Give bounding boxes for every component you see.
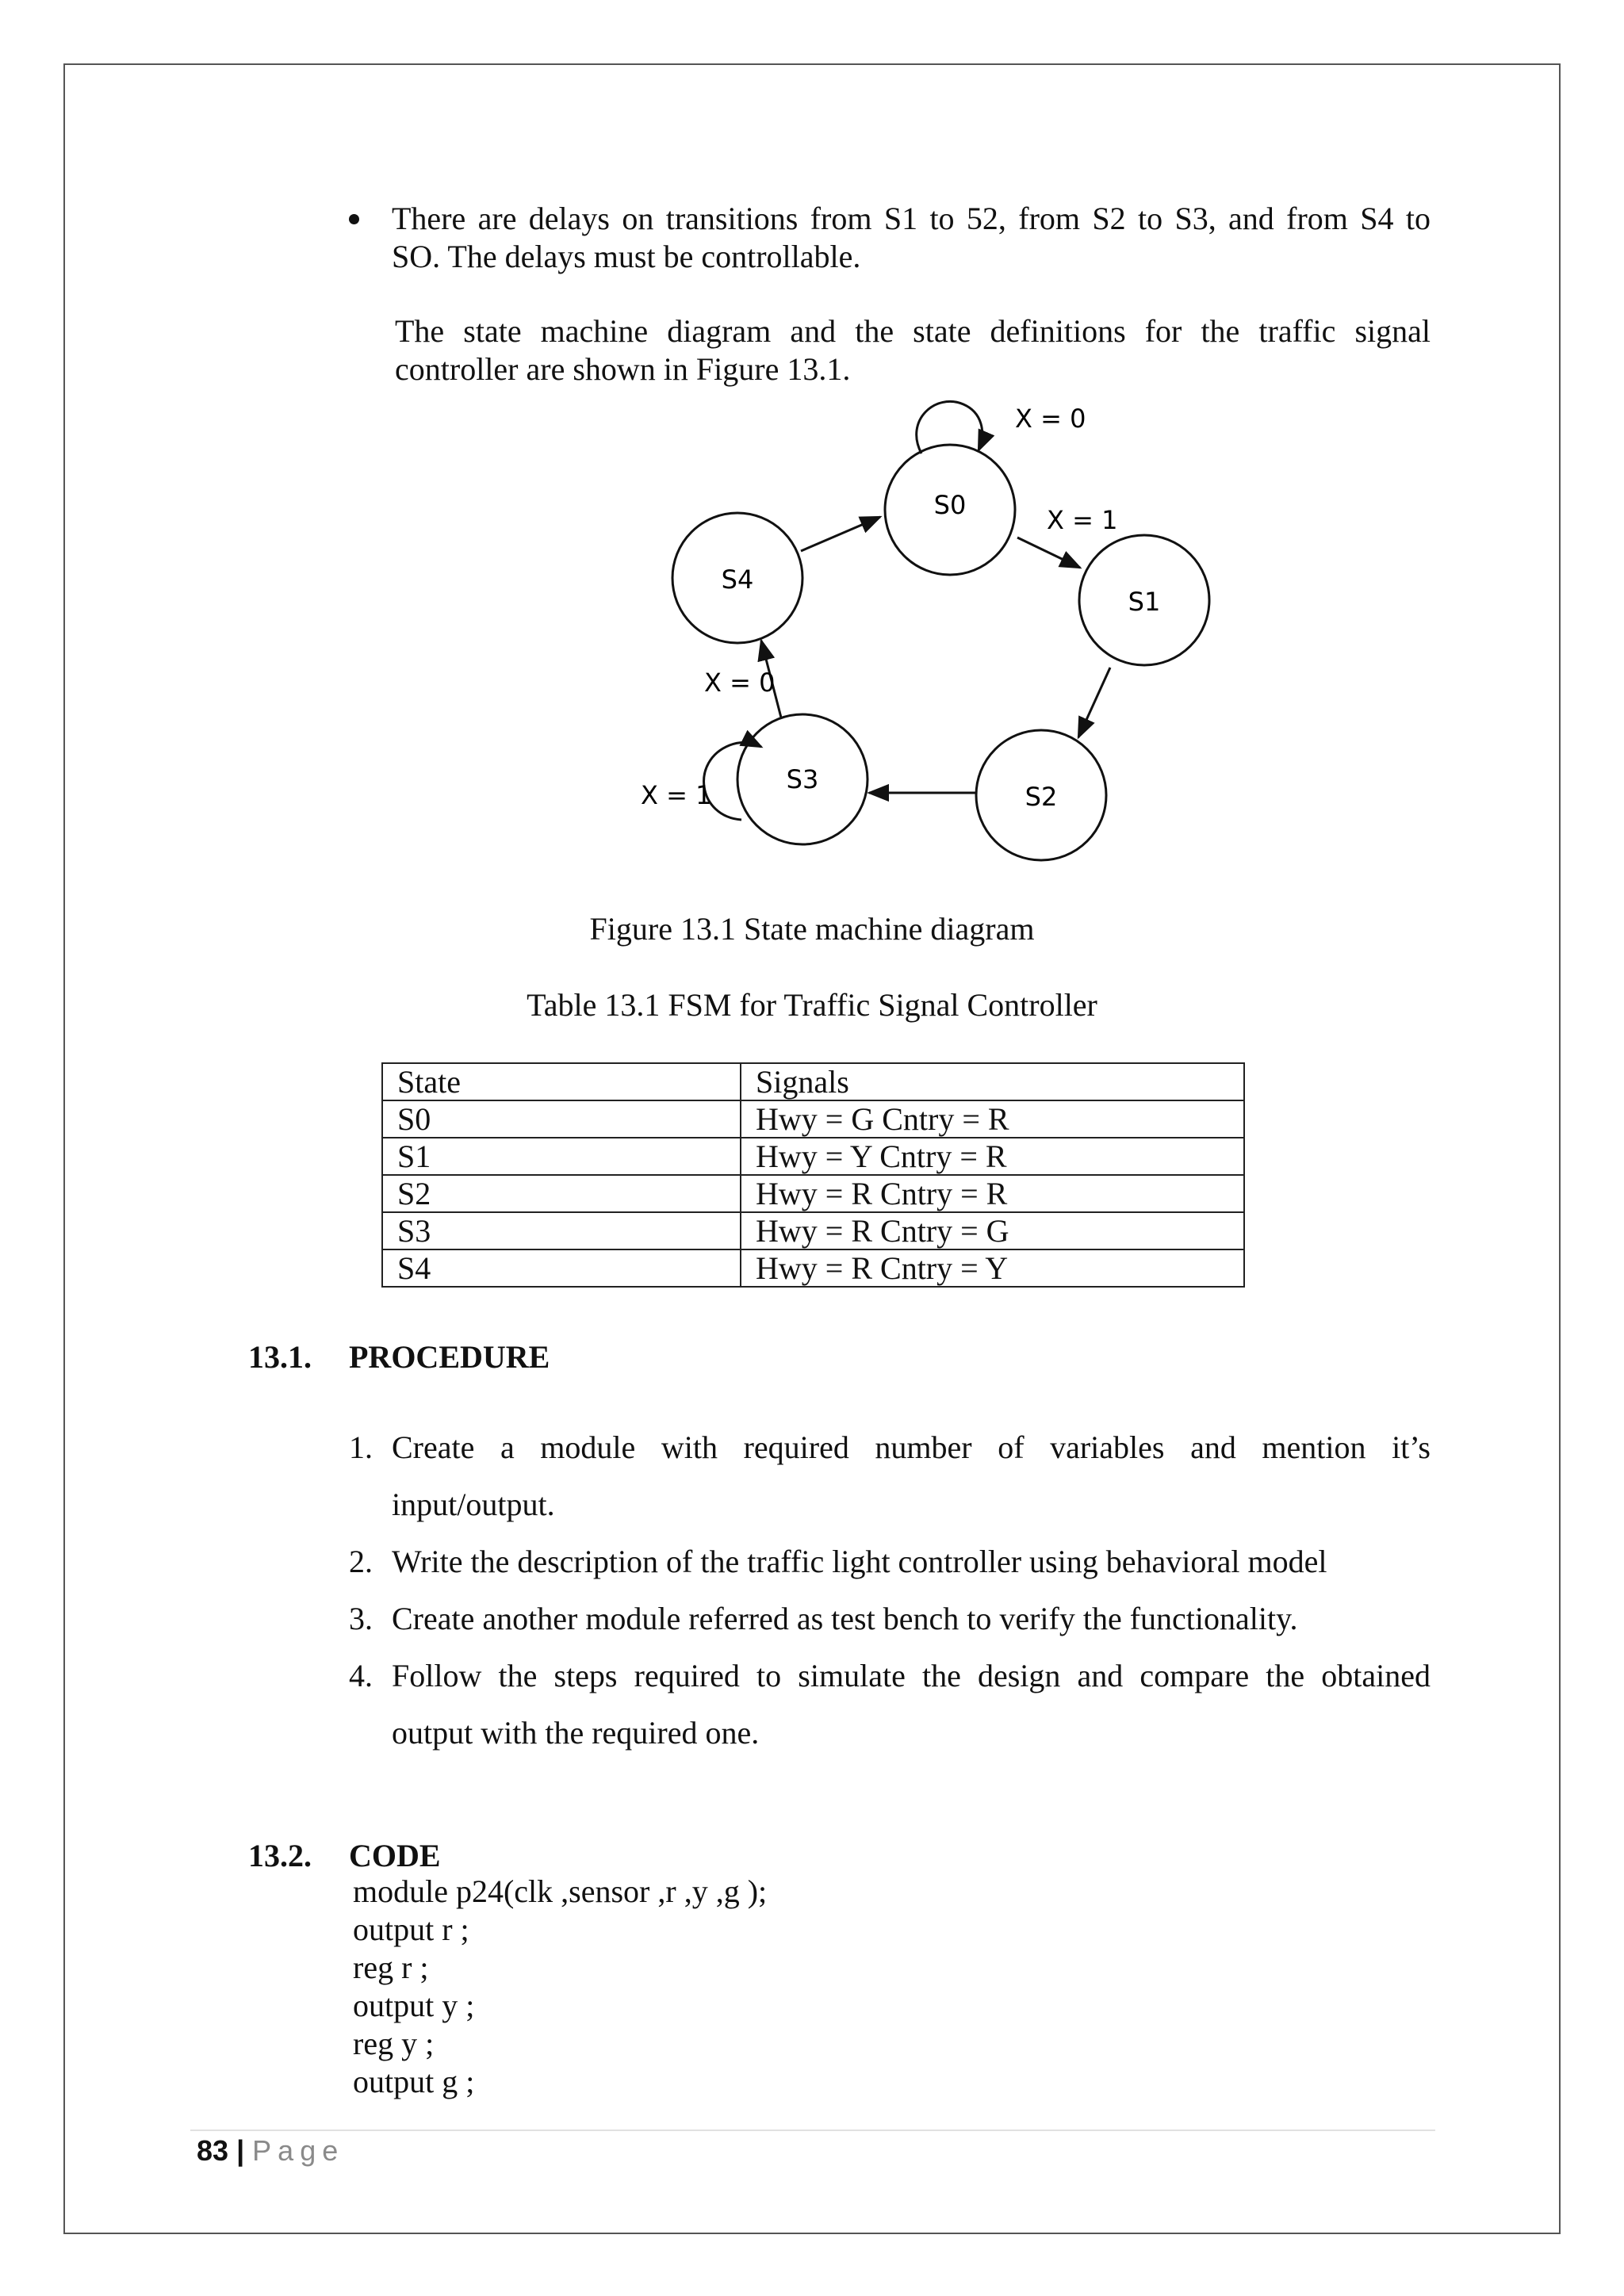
step-text-line-1: Create another module referred as test bench to verify the functionality. (392, 1601, 1298, 1636)
procedure-number: 13.1. (248, 1339, 312, 1375)
label-s0-to-s1: X = 1 (1047, 505, 1118, 535)
intro-line-1: The state machine diagram and the state definitions for the traffic signal (395, 313, 1431, 349)
code-line: output r ; (353, 1911, 469, 1947)
procedure-title: PROCEDURE (349, 1339, 550, 1375)
table-row (382, 1249, 1244, 1287)
step-number: 1. (349, 1429, 373, 1465)
fsm-table (381, 1062, 1245, 1288)
procedure-step (349, 1533, 1431, 1590)
code-line: reg r ; (353, 1950, 429, 1985)
bullet-line-2: SO. The delays must be controllable. (392, 239, 861, 274)
step-text-line-1: Write the description of the traffic light controller using behavioral model (392, 1544, 1327, 1579)
intro-line-2: controller are shown in Figure 13.1. (395, 351, 851, 387)
code-line: output y ; (353, 1988, 475, 2023)
code-section-number: 13.2. (248, 1838, 312, 1873)
table-row (382, 1138, 1244, 1175)
page-footer (197, 2134, 344, 2168)
page-number: 83 (197, 2134, 229, 2167)
state-label-s0: S0 (933, 490, 967, 520)
step-number: 4. (349, 1658, 373, 1693)
transition-s4-s0 (801, 517, 880, 551)
table-header-state: State (382, 1063, 741, 1100)
table-cell-state: S3 (382, 1212, 741, 1249)
code-line: module p24(clk ,sensor ,r ,y ,g ); (353, 1873, 768, 1909)
table-header-signals: Signals (741, 1063, 1244, 1100)
step-text-line-1: Follow the steps required to simulate the design and compare the obtained (392, 1658, 1431, 1693)
table-cell-state: S4 (382, 1249, 741, 1287)
transition-s0-s1 (1017, 538, 1080, 568)
transition-s3-self (704, 742, 761, 820)
table-row (382, 1100, 1244, 1138)
state-label-s2: S2 (1025, 782, 1058, 812)
table-cell-signals: Hwy = R Cntry = R (741, 1175, 1244, 1212)
state-label-s1: S1 (1128, 587, 1161, 617)
table-cell-signals: Hwy = Y Cntry = R (741, 1138, 1244, 1175)
table-cell-state: S2 (382, 1175, 741, 1212)
procedure-step (349, 1419, 1431, 1533)
procedure-steps (349, 1419, 1431, 1762)
label-s3-to-s4: X = 0 (704, 668, 776, 698)
step-number: 3. (349, 1601, 373, 1636)
bullet-marker (349, 214, 359, 224)
state-label-s4: S4 (721, 564, 754, 595)
table-row (382, 1175, 1244, 1212)
transition-s1-s2 (1078, 668, 1110, 737)
table-cell-state: S0 (382, 1100, 741, 1138)
code-line: reg y ; (353, 2026, 435, 2061)
step-text-line-2: output with the required one. (392, 1715, 760, 1751)
state-label-s3: S3 (786, 764, 819, 794)
table-caption: Table 13.1 FSM for Traffic Signal Controller (527, 987, 1097, 1023)
code-block (353, 1873, 767, 2101)
table-cell-signals: Hwy = G Cntry = R (741, 1100, 1244, 1138)
table-cell-state: S1 (382, 1138, 741, 1175)
bullet-line-1: There are delays on transitions from S1 to 52, from S2 to S3, and from S4 to (392, 201, 1431, 236)
page-label: Page (252, 2134, 345, 2167)
step-number: 2. (349, 1544, 373, 1579)
label-s3-self: X = 1 (641, 780, 712, 810)
label-s0-self: X = 0 (1015, 404, 1086, 434)
table-header-row (382, 1063, 1244, 1100)
step-text-line-2: input/output. (392, 1487, 555, 1522)
code-section-title: CODE (349, 1838, 441, 1873)
procedure-step (349, 1647, 1431, 1762)
figure-caption: Figure 13.1 State machine diagram (589, 911, 1035, 947)
code-line: output g ; (353, 2064, 475, 2099)
table-cell-signals: Hwy = R Cntry = Y (741, 1249, 1244, 1287)
step-text-line-1: Create a module with required number of variables and mention it’s (392, 1429, 1431, 1465)
state-machine-diagram (619, 387, 1221, 902)
footer-separator: | (236, 2134, 245, 2167)
footer-divider (190, 2130, 1435, 2131)
table-cell-signals: Hwy = R Cntry = G (741, 1212, 1244, 1249)
procedure-step (349, 1590, 1431, 1647)
table-row (382, 1212, 1244, 1249)
